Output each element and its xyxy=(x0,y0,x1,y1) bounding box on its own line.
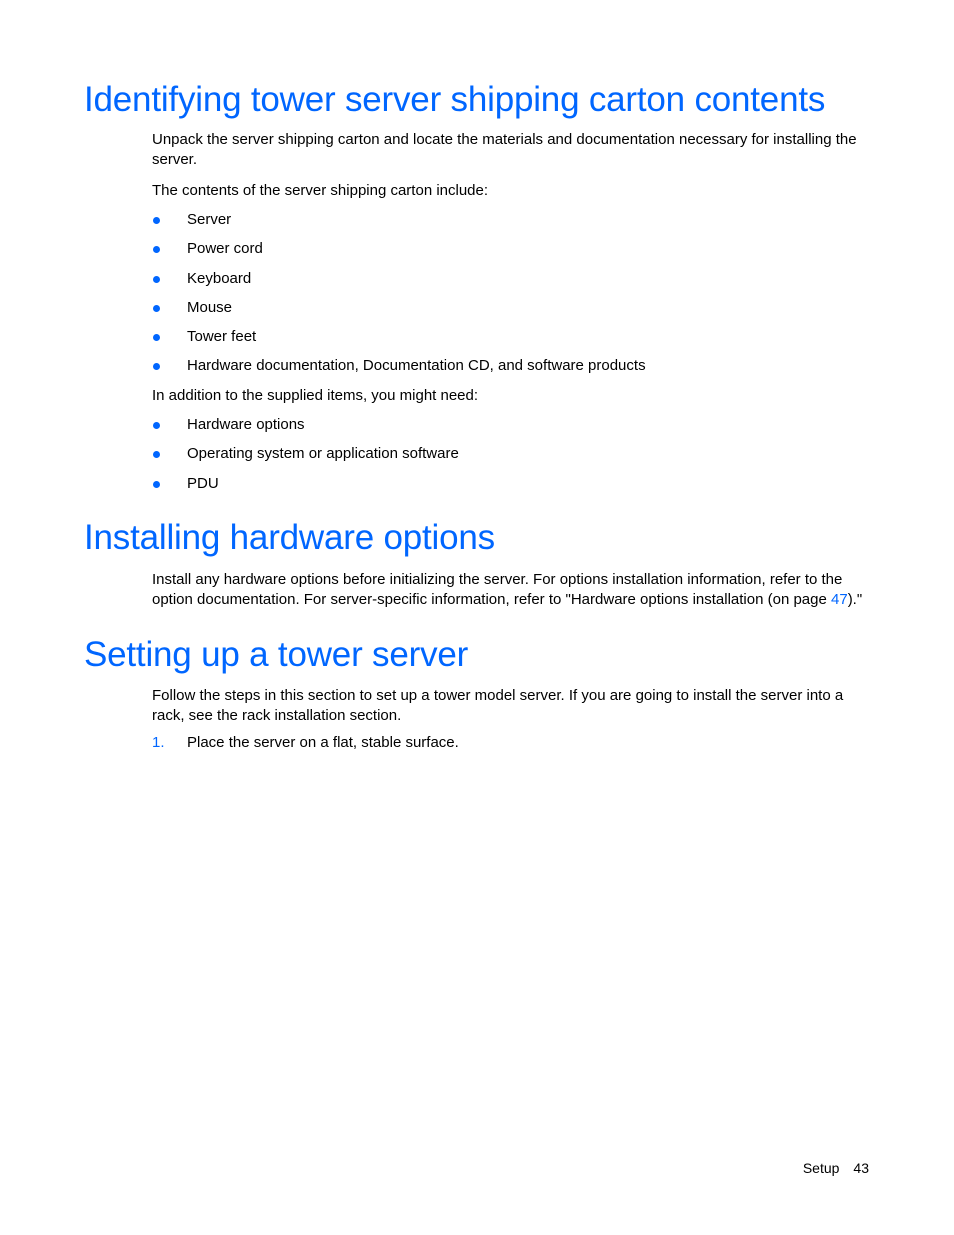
section-title-shipping-carton: Identifying tower server shipping carton contents xyxy=(84,80,826,119)
bullet-icon xyxy=(153,217,160,224)
footer-section-name: Setup xyxy=(802,1160,840,1176)
additional-items-label: In addition to the supplied items, you might need: xyxy=(152,387,479,404)
step-text: Place the server on a flat, stable surface. xyxy=(187,734,459,751)
page-number: 43 xyxy=(853,1160,869,1176)
bullet-icon xyxy=(153,276,160,283)
section-title-setting-up-tower: Setting up a tower server xyxy=(84,635,469,674)
bullet-icon xyxy=(153,305,160,312)
bullet-icon xyxy=(153,246,160,253)
setting-up-intro: Follow the steps in this section to set up a tower model server. If you are going to install the server into a rack, see the rack installation section. xyxy=(152,687,844,724)
document-page: Identifying tower server shipping carton contents Unpack the server shipping carton and locate the materials and documentation necessary for installing the server. The contents of the server shipping carton include: Server Power cord Keyboard Mouse Tower feet Hardware documentation, Documentation CD, and software products In addition to the supplied items, you might need: Hardware options Operating system or application software PDU Installing hardware options Install any hardware options before initializing the server. For options installation information, refer to the option documentation. For server-specific information, refer to "Hardware options installation (on page 47)." Setting up a tower server Follow the steps in this section to set up a tower model server. If you are going to install the server into a rack, see the rack installation section. 1. Place the server on a flat, stable surface. Setup 43 xyxy=(0,0,954,1235)
contents-label: The contents of the server shipping carton include: xyxy=(152,182,489,199)
page-footer xyxy=(803,1158,869,1178)
bullet-icon xyxy=(153,481,160,488)
installing-hardware-body: Install any hardware options before initializing the server. For options installation information, refer to the option documentation. For server-specific information, refer to "Hardware options installation (on page 47)." xyxy=(152,571,863,608)
bullet-icon xyxy=(153,334,160,341)
bullet-icon xyxy=(153,451,160,458)
section-title-installing-hardware: Installing hardware options xyxy=(84,518,495,557)
shipping-carton-intro: Unpack the server shipping carton and locate the materials and documentation necessary for installing the server. xyxy=(152,131,857,168)
bullet-icon xyxy=(153,422,160,429)
bullet-icon xyxy=(153,363,160,370)
page-47-link[interactable]: 47 xyxy=(831,591,848,608)
step-number: 1. xyxy=(152,734,165,751)
